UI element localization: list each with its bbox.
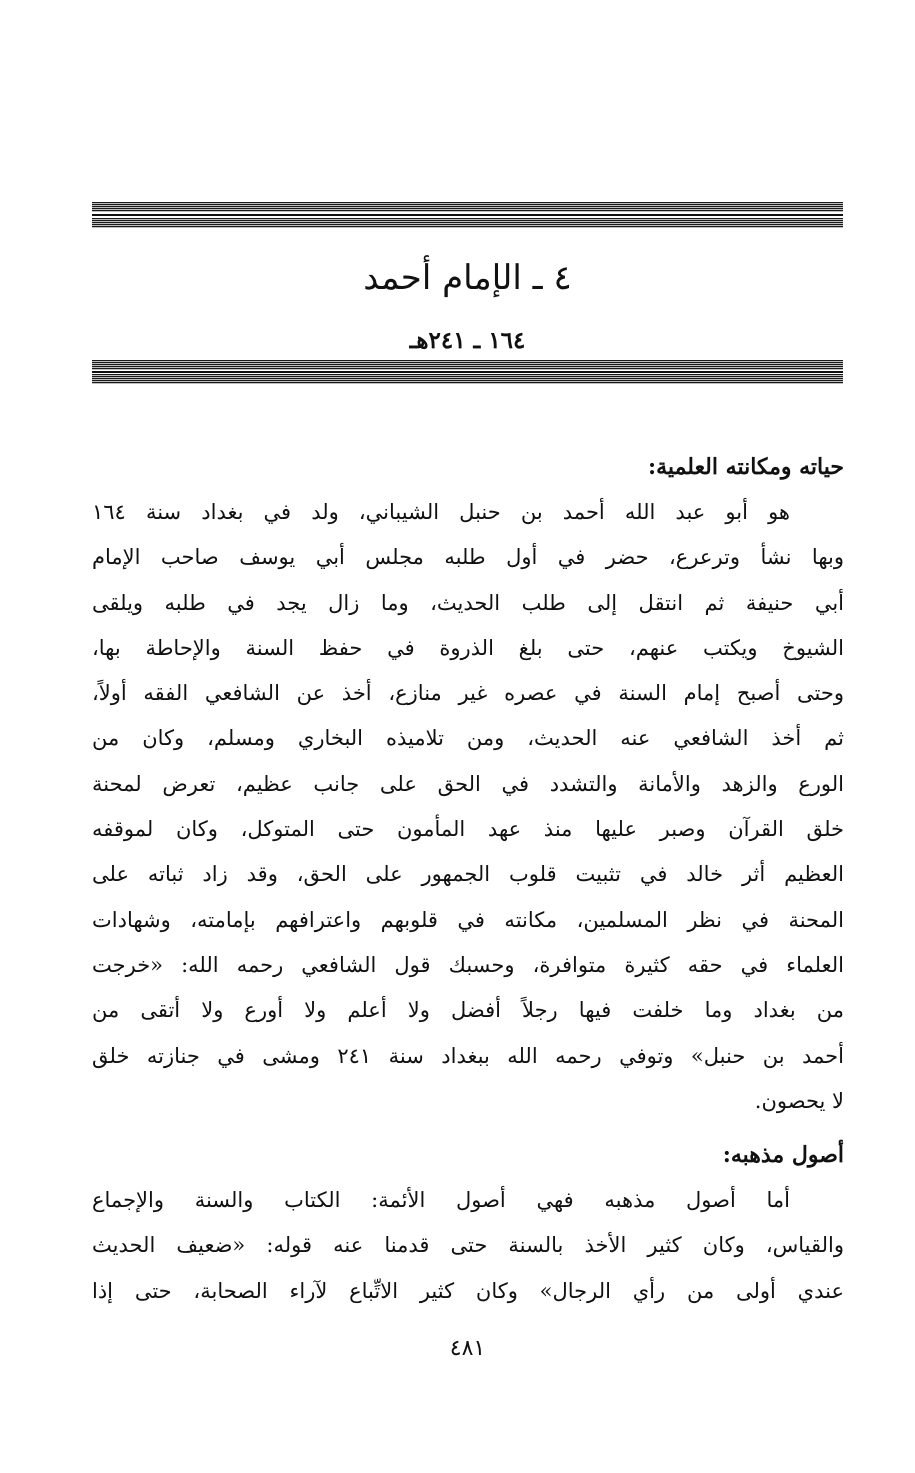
body-line: الورع والزهد والأمانة والتشدد في الحق على جانب عظيم، تعرض لمحنة (92, 771, 844, 796)
header-top-rule (92, 214, 843, 216)
body-line: أبي حنيفة ثم انتقل إلى طلب الحديث، وما زال يجد في طلبه ويلقى (92, 590, 844, 615)
body-line: خلق القرآن وصبر عليها منذ عهد المأمون حتى المتوكل، وكان لموقفه (92, 817, 844, 842)
body-line: المحنة في نظر المسلمين، مكانته في قلوبهم واعترافهم بإمامته، وشهادات (92, 907, 844, 932)
body-line: والقياس، وكان كثير الأخذ بالسنة حتى قدمنا عنه قوله: «ضعيف الحديث (92, 1233, 844, 1258)
body-line: ثم أخذ الشافعي عنه الحديث، ومن تلاميذه البخاري ومسلم، وكان من (92, 726, 844, 751)
section-gap (92, 1124, 844, 1132)
chapter-dates: ١٦٤ ـ ٢٤١هـ (409, 327, 526, 354)
body-line: من بغداد وما خلفت فيها رجلاً أفضل ولا أعلم ولا أورع ولا أتقى من (92, 998, 844, 1023)
page-body (92, 444, 844, 1314)
body-line: الشيوخ ويكتب عنهم، حتى بلغ الذروة في حفظ السنة والإحاطة بها، (92, 635, 844, 660)
body-line: أحمد بن حنبل» وتوفي رحمه الله ببغداد سنة ٢٤١ ومشى في جنازته خلق (92, 1043, 844, 1068)
header-top-band (92, 202, 843, 212)
body-line: أما أصول مذهبه فهي أصول الأئمة: الكتاب والسنة والإجماع (92, 1188, 790, 1213)
body-line: وبها نشأ وترعرع، حضر في أول طلبه مجلس أبي يوسف صاحب الإمام (92, 545, 844, 570)
body-line: هو أبو عبد الله أحمد بن حنبل الشيباني، ولد في بغداد سنة ١٦٤ (92, 500, 790, 524)
body-line: وحتى أصبح إمام السنة في عصره غير منازع، أخذ عن الشافعي الفقه أولاً، (92, 681, 844, 706)
body-line: العلماء في حقه كثيرة متوافرة، وحسبك قول الشافعي رحمه الله: «خرجت (92, 952, 844, 977)
page-number: ٤٨١ (449, 1336, 486, 1361)
chapter-title: ٤ ـ الإمام أحمد (363, 258, 572, 298)
body-line: العظيم أثر خالد في تثبيت قلوب الجمهور على الحق، وقد زاد ثباته على (92, 862, 844, 887)
section-heading-life: حياته ومكانته العلمية: (648, 454, 844, 480)
header-bottom-rule (92, 371, 843, 373)
header-bottom-band (92, 360, 843, 370)
section-heading-principles: أصول مذهبه: (722, 1142, 844, 1169)
body-line: عندي أولى من رأي الرجال» وكان كثير الاتِّباع لآراء الصحابة، حتى إذا (92, 1278, 844, 1303)
header-top-band-lower (92, 218, 843, 228)
body-line: لا يحصون. (754, 1088, 844, 1113)
header-bottom-band-lower (92, 374, 843, 384)
